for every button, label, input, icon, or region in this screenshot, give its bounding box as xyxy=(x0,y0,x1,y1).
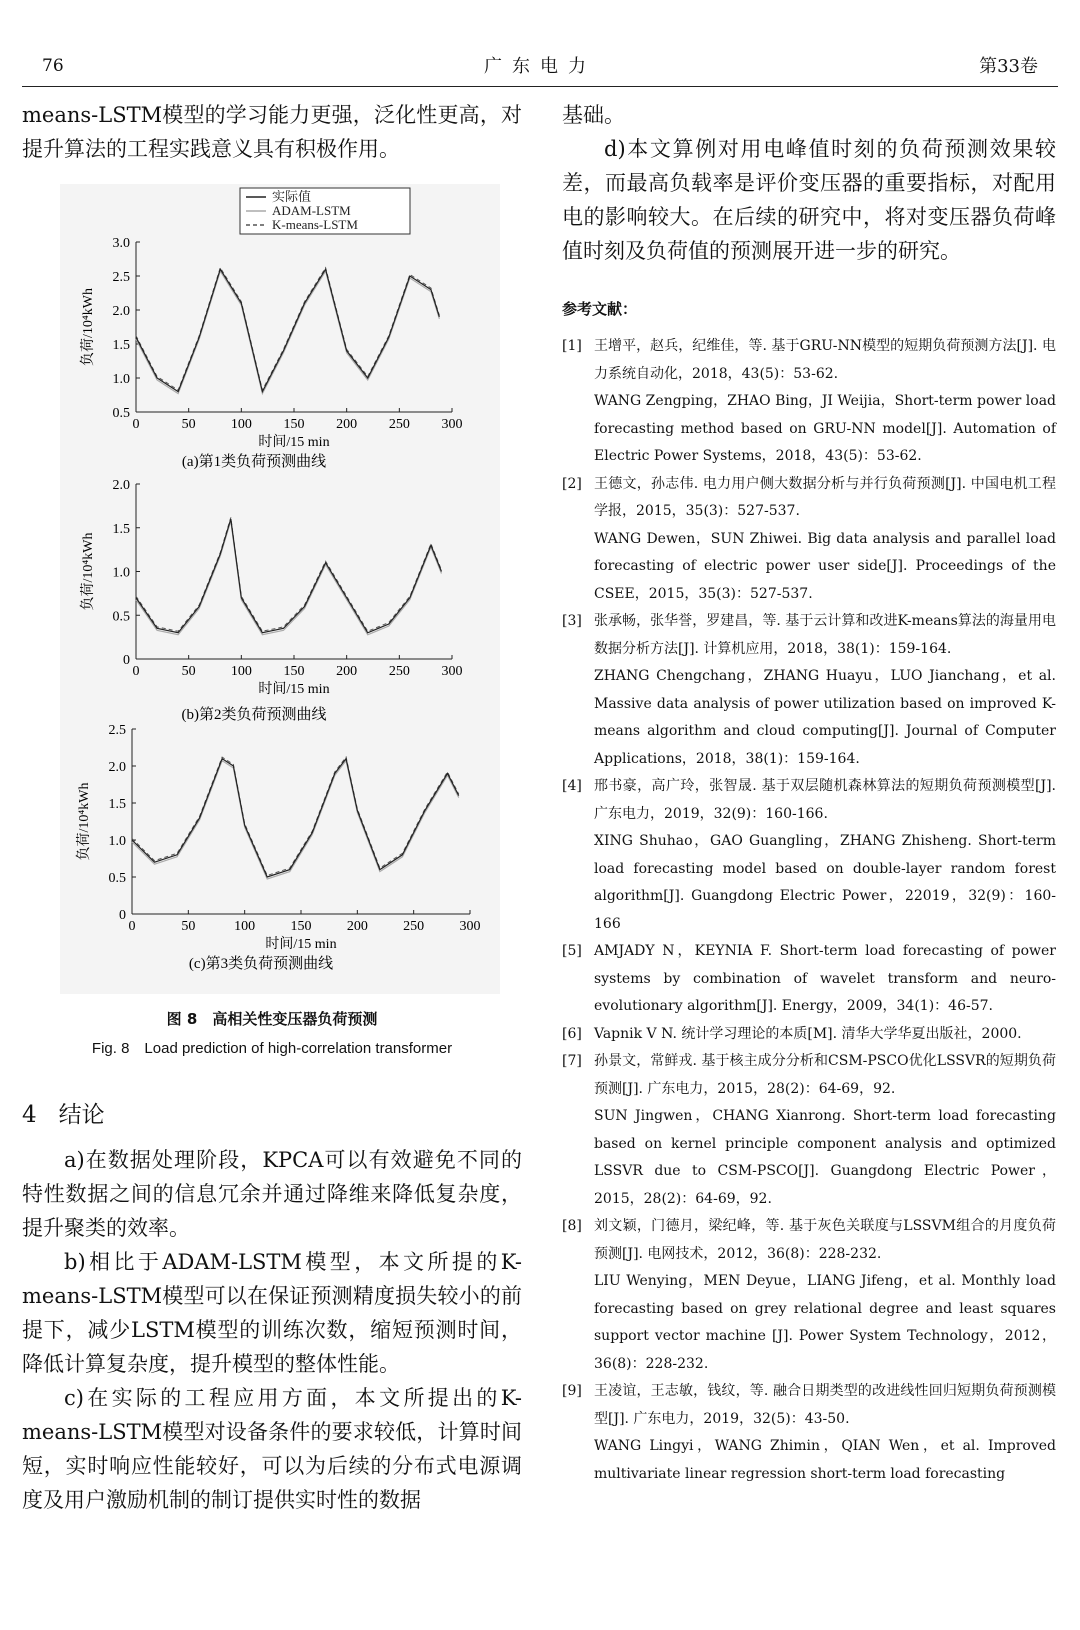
reference-number: [4] xyxy=(562,778,582,794)
reference-en: LIU Wenying，MEN Deyue，LIANG Jifeng，et al. Monthly load forecasting based on grey relational degree and least squares support vector machine [J]. Power System Technology，2012，36(8)：228-232. xyxy=(594,1273,1056,1372)
series-kmeans-lstm xyxy=(132,757,459,875)
series-actual xyxy=(136,269,439,391)
x-axis-label: 时间/15 min xyxy=(258,682,330,697)
reference-cn: Vapnik V N. 统计学习理论的本质[M]. 清华大学华夏出版社，2000. xyxy=(594,1025,1022,1042)
reference-number: [7] xyxy=(562,1053,582,1069)
left-top-paragraph: means-LSTM模型的学习能力更强，泛化性更高，对提升算法的工程实践意义具有积极作用。 xyxy=(22,103,522,161)
conclusion-a: a)在数据处理阶段，KPCA可以有效避免不同的特性数据之间的信息冗余并通过降维来降低复杂度，提升聚类的效率。 xyxy=(22,1148,522,1240)
figure-8 xyxy=(60,184,500,994)
reference-number: [8] xyxy=(562,1218,582,1234)
y-tick-label: 1.5 xyxy=(112,338,130,353)
x-tick-label: 150 xyxy=(283,664,305,679)
x-tick-label: 200 xyxy=(336,417,358,432)
y-tick-label: 0.5 xyxy=(112,406,130,421)
reference-en: ZHANG Chengchang，ZHANG Huayu，LUO Jianchang，et al. Massive data analysis of power utilization based on improved K-means algorithm and cloud computing[J]. Journal of Computer Applications，2018，38(1)：159-164. xyxy=(594,668,1056,767)
references-heading: 参考文献： xyxy=(562,300,638,318)
y-tick-label: 3.0 xyxy=(112,236,130,251)
reference-en: AMJADY N，KEYNIA F. Short-term load forecasting of power systems by combination of wavelet transform and neuro-evolutionary algorithm[J]. Energy，2009，34(1)：46-57. xyxy=(594,943,1056,1014)
x-tick-label: 150 xyxy=(290,919,312,934)
reference-cn: 邢书豪，高广玲，张智晟. 基于双层随机森林算法的短期负荷预测模型[J]. 广东电力，2019，32(9)：160-166. xyxy=(594,778,1056,822)
reference-cn: 孙景文，常鲜戎. 基于核主成分分析和CSM-PSCO优化LSSVR的短期负荷预测[J]. 广东电力，2015，28(2)：64-69，92. xyxy=(594,1053,1056,1097)
x-tick-label: 200 xyxy=(336,664,358,679)
section-title: 结论 xyxy=(58,1102,105,1128)
reference-item xyxy=(562,1021,1056,1049)
x-tick-label: 300 xyxy=(441,417,463,432)
series-adam-lstm xyxy=(136,271,439,393)
x-tick-label: 150 xyxy=(283,417,305,432)
journal-title: 广东电力 xyxy=(484,56,596,77)
series-actual xyxy=(132,759,459,877)
x-tick-label: 0 xyxy=(132,417,140,432)
y-tick-label: 1.5 xyxy=(108,797,126,812)
reference-number: [1] xyxy=(562,338,582,354)
subcaption: (b)第2类负荷预测曲线 xyxy=(181,707,327,723)
y-tick-label: 2.0 xyxy=(112,478,130,493)
x-tick-label: 0 xyxy=(132,664,140,679)
y-tick-label: 0.5 xyxy=(108,871,126,886)
reference-item xyxy=(562,938,1056,1021)
legend-label: ADAM-LSTM xyxy=(272,203,351,218)
volume-label: 第33卷 xyxy=(979,56,1038,77)
subcaption: (a)第1类负荷预测曲线 xyxy=(181,454,327,470)
y-tick-label: 1.0 xyxy=(112,372,130,387)
right-top-continuation: 基础。 xyxy=(562,103,625,127)
series-kmeans-lstm xyxy=(136,268,439,390)
legend-label: K-means-LSTM xyxy=(272,217,358,232)
y-axis-label: 负荷/10⁴kWh xyxy=(81,532,96,611)
x-axis-label: 时间/15 min xyxy=(258,435,330,450)
y-tick-label: 2.5 xyxy=(108,723,126,738)
y-axis-label: 负荷/10⁴kWh xyxy=(81,288,96,366)
x-tick-label: 100 xyxy=(230,417,252,432)
reference-cn: 王增平，赵兵，纪维佳，等. 基于GRU-NN模型的短期负荷预测方法[J]. 电力系统自动化，2018，43(5)：53-62. xyxy=(594,338,1056,382)
x-axis-label: 时间/15 min xyxy=(265,937,337,952)
x-tick-label: 250 xyxy=(388,664,410,679)
series-actual xyxy=(136,519,441,633)
reference-item xyxy=(562,773,1056,938)
x-tick-label: 50 xyxy=(181,664,196,679)
reference-number: [3] xyxy=(562,613,582,629)
x-tick-label: 250 xyxy=(388,417,410,432)
reference-en: WANG Lingyi，WANG Zhimin，QIAN Wen，et al. Improved multivariate linear regression short-term load forecasting xyxy=(594,1438,1056,1482)
reference-item xyxy=(562,1213,1056,1378)
x-tick-label: 0 xyxy=(128,919,136,934)
x-tick-label: 100 xyxy=(230,664,252,679)
reference-number: [6] xyxy=(562,1025,582,1042)
reference-cn: 王德文，孙志伟. 电力用户侧大数据分析与并行负荷预测[J]. 中国电机工程学报，2015，35(3)：527-537. xyxy=(594,475,1056,519)
reference-number: [2] xyxy=(562,475,582,492)
x-tick-label: 100 xyxy=(234,919,256,934)
reference-cn: 刘文颖，门德月，梁纪峰，等. 基于灰色关联度与LSSVM组合的月度负荷预测[J]. 电网技术，2012，36(8)：228-232. xyxy=(594,1218,1056,1262)
series-adam-lstm xyxy=(136,521,441,635)
reference-item xyxy=(562,1048,1056,1213)
figure-caption-en: Fig. 8 Load prediction of high-correlation transformer xyxy=(91,1040,453,1057)
x-tick-label: 300 xyxy=(441,664,463,679)
y-axis-label: 负荷/10⁴kWh xyxy=(77,782,92,861)
reference-cn: 张承畅，张华誉，罗建昌，等. 基于云计算和改进K-means算法的海量用电数据分析方法[J]. 计算机应用，2018，38(1)：159-164. xyxy=(594,613,1056,657)
y-tick-label: 2.5 xyxy=(112,270,130,285)
x-tick-label: 50 xyxy=(181,919,196,934)
section-heading xyxy=(22,1096,522,1129)
reference-list xyxy=(562,333,1056,1488)
y-tick-label: 0 xyxy=(123,653,130,668)
conclusion-c: c)在实际的工程应用方面，本文所提出的K-means-LSTM模型对设备条件的要求较低，计算时间短，实时响应性能较好，可以为后续的分布式电源调度及用户激励机制的制订提供实时性的数据 xyxy=(22,1386,522,1512)
reference-item xyxy=(562,471,1056,609)
y-tick-label: 2.0 xyxy=(112,304,130,319)
section-number: 4 xyxy=(22,1102,37,1128)
right-column xyxy=(562,98,1056,1488)
reference-number: [5] xyxy=(562,943,582,959)
x-tick-label: 50 xyxy=(181,417,196,432)
x-tick-label: 300 xyxy=(459,919,481,934)
reference-number: [9] xyxy=(562,1383,582,1399)
y-tick-label: 1.5 xyxy=(112,521,130,537)
y-tick-label: 0 xyxy=(119,908,126,923)
conclusion-d: d)本文算例对用电峰值时刻的负荷预测效果较差，而最高负载率是评价变压器的重要指标，对配用电的影响较大。在后续的研究中，将对变压器负荷峰值时刻及负荷值的预测展开进一步的研究。 xyxy=(562,137,1056,263)
reference-item xyxy=(562,608,1056,773)
reference-en: WANG Zengping，ZHAO Bing，JI Weijia，Short-term power load forecasting method based on GRU-NN model[J]. Automation of Electric Power Systems，2018，43(5)：53-62. xyxy=(594,393,1057,464)
subcaption: (c)第3类负荷预测曲线 xyxy=(188,956,334,972)
conclusion-b: b)相比于ADAM-LSTM模型，本文所提的K-means-LSTM模型可以在保证预测精度损失较小的前提下，减少LSTM模型的训练次数，缩短预测时间，降低计算复杂度，提升模型的整体性能。 xyxy=(22,1250,522,1376)
y-tick-label: 1.0 xyxy=(112,565,130,581)
series-kmeans-lstm xyxy=(136,518,441,632)
reference-cn: 王凌谊，王志敏，钱纹，等. 融合日期类型的改进线性回归短期负荷预测模型[J]. 广东电力，2019，32(5)：43-50. xyxy=(594,1383,1056,1427)
reference-item xyxy=(562,333,1056,471)
page-header xyxy=(22,48,1058,87)
y-tick-label: 2.0 xyxy=(108,760,126,775)
x-tick-label: 200 xyxy=(346,919,368,934)
left-column xyxy=(22,98,522,1517)
reference-item xyxy=(562,1378,1056,1488)
reference-en: WANG Dewen，SUN Zhiwei. Big data analysis and parallel load forecasting of electric power user side[J]. Proceedings of the CSEE，2015，35(3)：527-537. xyxy=(594,530,1056,602)
figure-caption-cn: 图 8 高相关性变压器负荷预测 xyxy=(166,1010,378,1028)
y-tick-label: 1.0 xyxy=(108,834,126,849)
page-number: 76 xyxy=(42,56,64,76)
reference-en: XING Shuhao，GAO Guangling，ZHANG Zhisheng. Short-term load forecasting model based on double-layer random forest algorithm[J]. Guangdong Electric Power，22019，32(9)：160-166 xyxy=(594,833,1056,932)
x-tick-label: 250 xyxy=(403,919,425,934)
figure-8-charts xyxy=(60,184,500,994)
legend-label: 实际值 xyxy=(272,189,312,204)
y-tick-label: 0.5 xyxy=(112,609,130,625)
reference-en: SUN Jingwen，CHANG Xianrong. Short-term load forecasting based on kernel principle component analysis and optimized LSSVR due to CSM-PSCO[J]. Guangdong Electric Power，2015，28(2)：64-69，92. xyxy=(594,1108,1056,1207)
